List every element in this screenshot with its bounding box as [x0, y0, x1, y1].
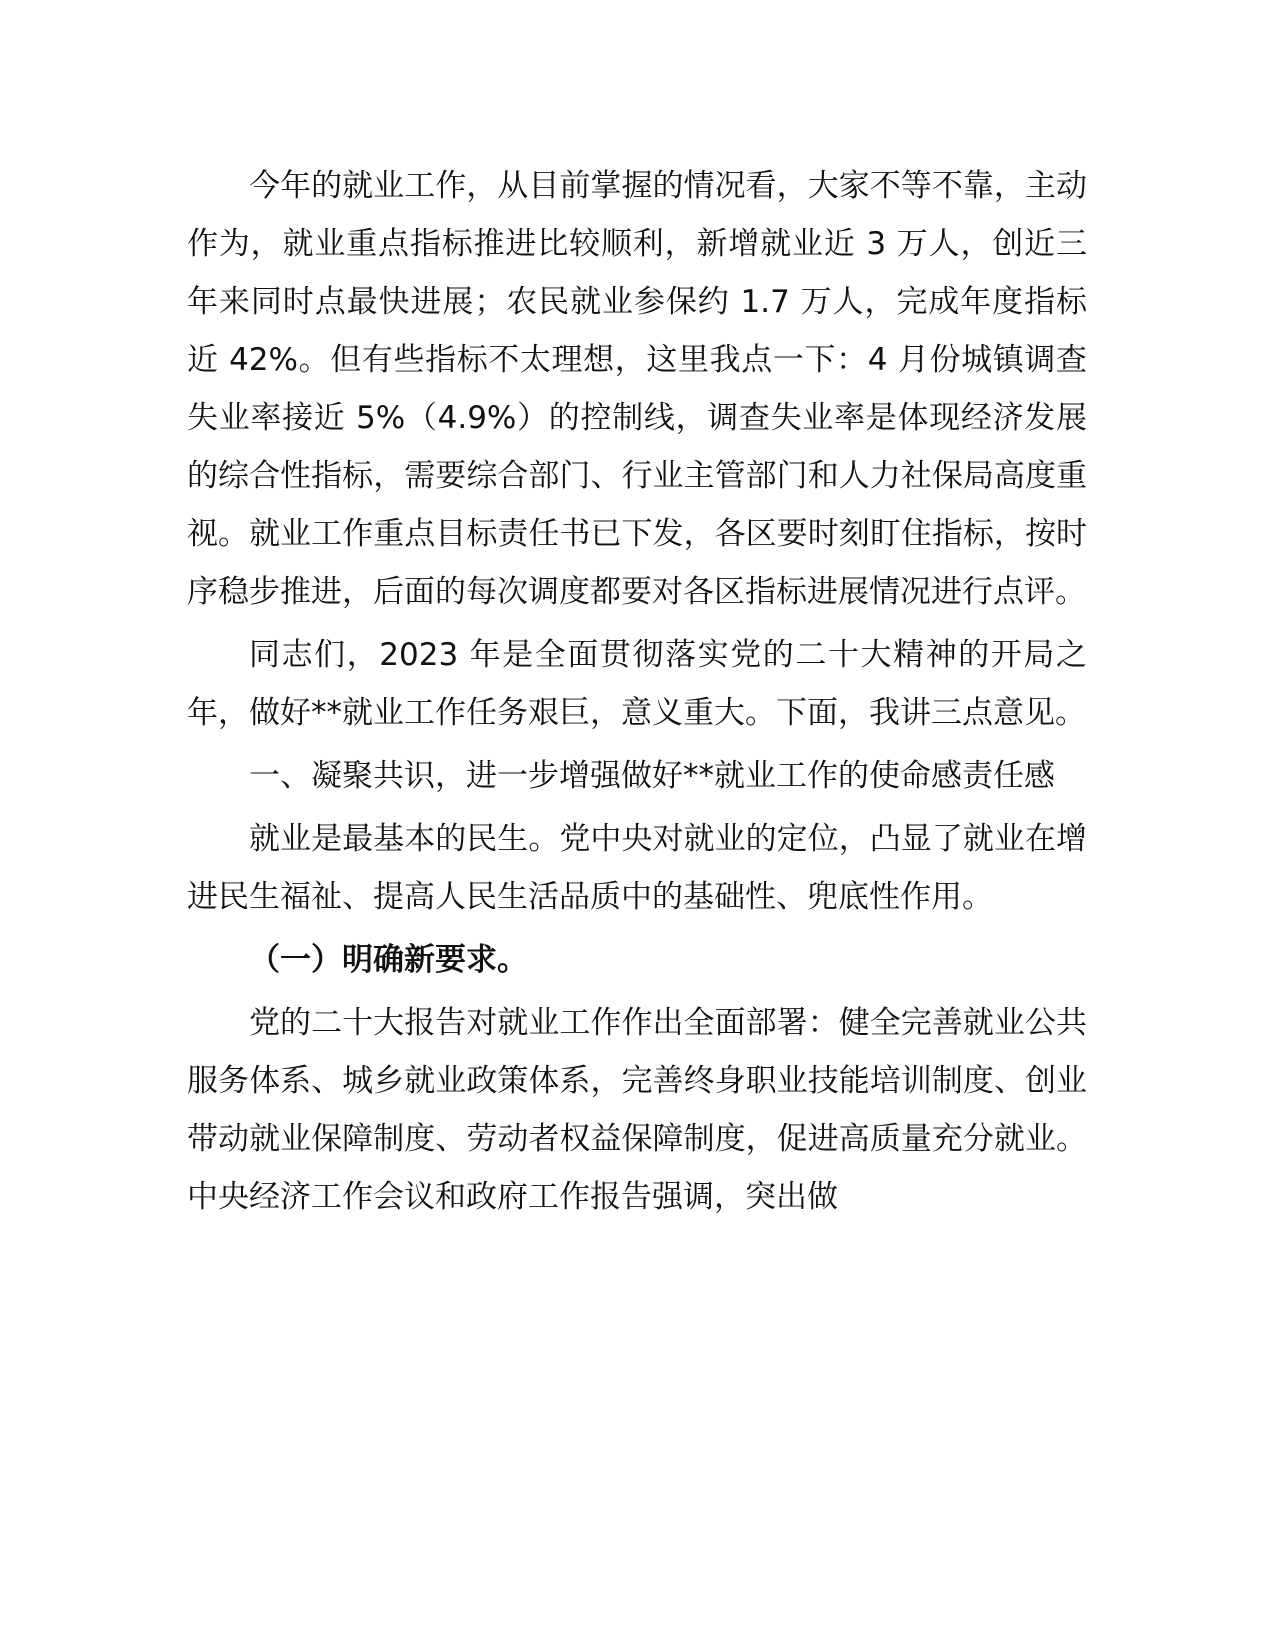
paragraph-comrades-intro: 同志们，2023 年是全面贯彻落实党的二十大精神的开局之年，做好**就业工作任务艰巨，意义重大。下面，我讲三点意见。	[187, 637, 1087, 731]
document-body	[187, 157, 1087, 1231]
subsection-heading-1: （一）明确新要求。	[249, 942, 528, 978]
section-heading-1: 一、凝聚共识，进一步增强做好**就业工作的使命感责任感	[249, 758, 1055, 794]
paragraph-employment-progress: 今年的就业工作，从目前掌握的情况看，大家不等不靠，主动作为，就业重点指标推进比较顺利，新增就业近 3 万人，创近三年来同时点最快进展；农民就业参保约 1.7 万人，完成年度指标近 42%。但有些指标不太理想，这里我点一下：4 月份城镇调查失业率接近 5%（4.9%）的控制线，调查失业率是体现经济发展的综合性指标，需要综合部门、行业主管部门和人力社保局高度重视。就业工作重点目标责任书已下发，各区要时刻盯住指标，按时序稳步推进，后面的每次调度都要对各区指标进展情况进行点评。	[187, 168, 1087, 610]
paragraph-basic-livelihood: 就业是最基本的民生。党中央对就业的定位，凸显了就业在增进民生福祉、提高人民生活品质中的基础性、兜底性作用。	[187, 821, 1087, 915]
paragraph-party-report: 党的二十大报告对就业工作作出全面部署：健全完善就业公共服务体系、城乡就业政策体系，完善终身职业技能培训制度、创业带动就业保障制度、劳动者权益保障制度，促进高质量充分就业。中央经济工作会议和政府工作报告强调，突出做	[187, 1005, 1087, 1215]
